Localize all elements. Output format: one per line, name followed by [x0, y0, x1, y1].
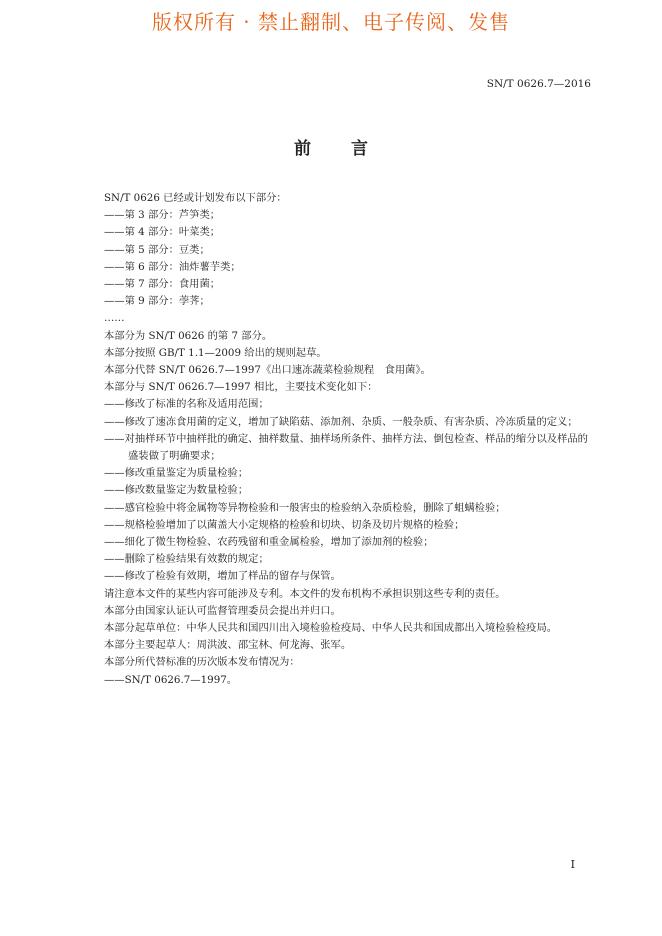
list-item: ——感官检验中将金属物等异物检验和一般害虫的检验纳入杂质检验，删除了蛆螨检验； [104, 501, 506, 514]
ellipsis: …… [104, 312, 125, 325]
paragraph: 本部分为 SN/T 0626 的第 7 部分。 [104, 329, 273, 342]
list-item: ——第 6 部分：油炸薯芋类； [104, 260, 241, 273]
list-item: ——修改了标准的名称及适用范围； [104, 398, 269, 411]
list-item: ——修改了速冻食用菌的定义，增加了缺陷菇、添加剂、杂质、一般杂质、有害杂质、冷冻质量的定义； [104, 415, 578, 428]
paragraph: 本部分所代替标准的历次版本发布情况为： [104, 656, 300, 669]
list-item: ——第 3 部分：芦笋类； [104, 209, 221, 222]
paragraph: 本部分主要起草人：周洪波、邵宝林、何龙海、张军。 [104, 639, 352, 652]
paragraph: 本部分按照 GB/T 1.1—2009 给出的规则起草。 [104, 346, 327, 359]
list-item: ——修改数量鉴定为数量检验； [104, 484, 249, 497]
list-item: ——第 4 部分：叶菜类； [104, 226, 221, 239]
paragraph: 请注意本文件的某些内容可能涉及专利。本文件的发布机构不承担识别这些专利的责任。 [104, 587, 506, 600]
list-item: ——细化了微生物检验、农药残留和重金属检验，增加了添加剂的检验； [104, 536, 434, 549]
list-item: ——删除了检验结果有效数的规定； [104, 553, 269, 566]
paragraph: 本部分与 SN/T 0626.7—1997 相比，主要技术变化如下： [104, 381, 378, 394]
list-item: ——第 7 部分：食用菌； [104, 278, 221, 291]
paragraph: 本部分代替 SN/T 0626.7—1997《出口速冻蔬菜检验规程 食用菌》。 [104, 364, 431, 377]
list-item: ——对抽样环节中抽样批的确定、抽样数量、抽样场所条件、抽样方法、倒包检查、样品的缩分以及样品的盛装做了明确要求； [104, 432, 588, 463]
list-item: ——第 9 部分：荸荠； [104, 295, 210, 308]
list-item: ——修改重量鉴定为质量检验； [104, 467, 249, 480]
list-item: ——第 5 部分：豆类； [104, 243, 210, 256]
foreword-body [104, 190, 592, 689]
standard-code: SN/T 0626.7—2016 [486, 78, 591, 90]
list-item: ——规格检验增加了以菌盖大小定规格的检验和切块、切条及切片规格的检验； [104, 518, 465, 531]
paragraph: 本部分由国家认证认可监督管理委员会提出并归口。 [104, 604, 341, 617]
copyright-banner: 版权所有 · 禁止翻制、电子传阅、发售 [151, 10, 511, 34]
list-item: ——修改了检验有效期，增加了样品的留存与保管。 [104, 570, 341, 583]
paragraph: 本部分起草单位：中华人民共和国四川出入境检验检疫局、中华人民共和国成都出入境检验检疫局。 [104, 622, 558, 635]
list-item: ——SN/T 0626.7—1997。 [104, 673, 238, 686]
page-number: I [570, 858, 575, 871]
page-title: 前言 [294, 139, 408, 159]
paragraph: SN/T 0626 已经或计划发布以下部分： [104, 192, 287, 204]
